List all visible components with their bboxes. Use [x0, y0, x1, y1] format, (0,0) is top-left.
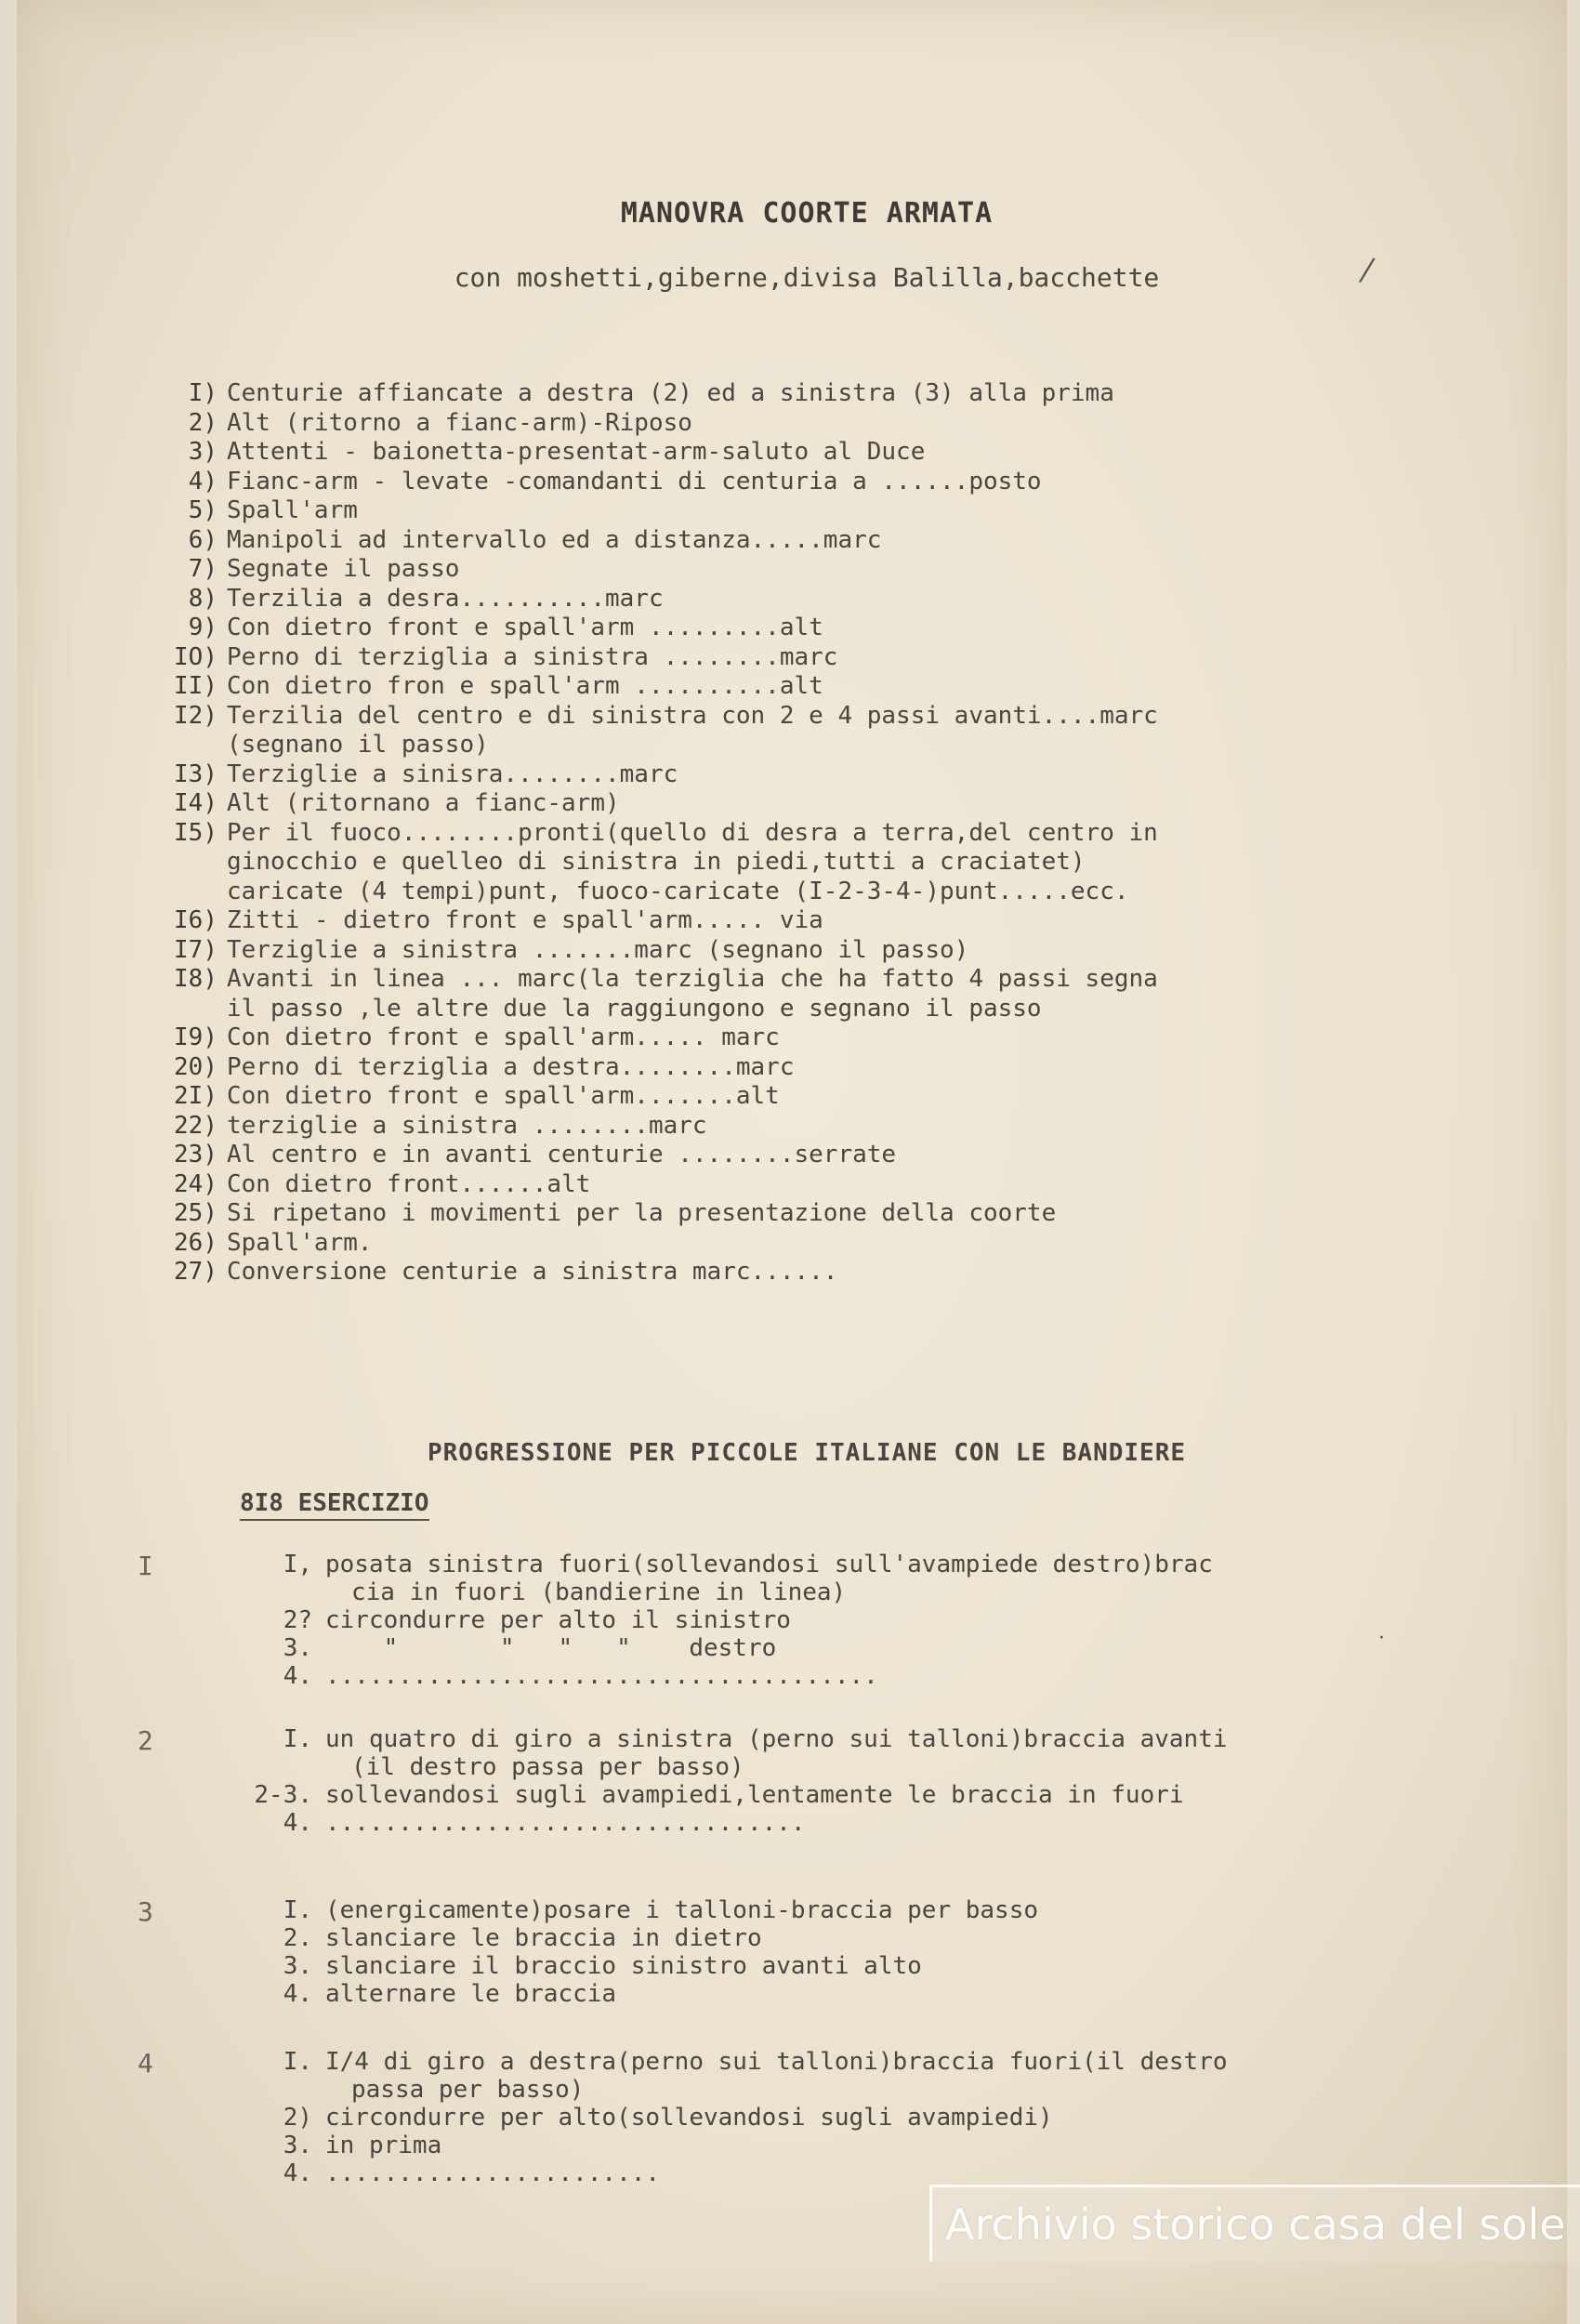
step-text: ...................................... — [325, 1662, 878, 1690]
step-text: sollevandosi sugli avampiedi,lentamente le braccia in fuori — [325, 1781, 1184, 1809]
item-text: Con dietro front e spall'arm .........alt — [227, 614, 823, 641]
step-number: I. — [283, 1725, 312, 1753]
item-number: 22) — [174, 1111, 217, 1140]
step-continuation: passa per basso) — [351, 2076, 585, 2104]
item-text: Con dietro front......alt — [227, 1169, 591, 1198]
step-number: 4. — [283, 1809, 312, 1837]
item-text: Con dietro front e spall'arm..... marc — [227, 1023, 780, 1051]
step-text: posata sinistra fuori(sollevandosi sull'avampiede destro)brac — [325, 1551, 1213, 1578]
step-number: 3. — [283, 1952, 312, 1980]
item-text: Zitti - dietro front e spall'arm..... via — [227, 906, 823, 934]
exercise-step — [249, 1606, 1213, 1634]
step-text: (energicamente)posare i talloni-braccia per basso — [325, 1896, 1039, 1924]
step-text: I/4 di giro a destra(perno sui talloni)braccia fuori(il destro — [325, 2048, 1228, 2076]
archive-watermark: Archivio storico casa del sole — [929, 2185, 1580, 2262]
item-number: 26) — [174, 1228, 217, 1257]
exercise-number: I — [138, 1551, 153, 1581]
list-item — [138, 379, 1550, 409]
list-item — [138, 643, 1550, 673]
item-number: 6) — [188, 525, 217, 554]
step-number: 3. — [283, 1634, 312, 1662]
list-item — [138, 1023, 1550, 1053]
item-number: I4) — [174, 789, 217, 817]
list-item — [138, 1141, 1550, 1170]
step-number: I. — [283, 1896, 312, 1924]
list-item — [138, 496, 1550, 526]
item-text: Perno di terziglia a destra........marc — [227, 1052, 795, 1081]
item-text: Spall'arm — [227, 496, 358, 524]
exercise-number: 4 — [138, 2048, 153, 2079]
list-item — [138, 672, 1550, 702]
section-subtitle: 8I8 ESERCIZIO — [240, 1489, 429, 1521]
exercise-number: 3 — [138, 1896, 153, 1927]
step-continuation: (il destro passa per basso) — [351, 1753, 744, 1781]
item-text: Centurie affiancate a destra (2) ed a sinistra (3) alla prima — [227, 379, 1114, 407]
item-continuation: ginocchio e quelleo di sinistra in piedi,tutti a craciatet) — [227, 848, 1086, 876]
item-number: I2) — [174, 701, 217, 730]
item-number: 27) — [174, 1258, 217, 1286]
item-text: Fianc-arm - levate -comandanti di centuria a ......posto — [227, 467, 1042, 495]
exercise-step — [249, 2132, 1228, 2159]
exercise-step — [249, 1781, 1228, 1809]
item-number: IO) — [174, 642, 217, 671]
exercise-step — [249, 1634, 1213, 1662]
item-text: Spall'arm. — [227, 1228, 373, 1257]
step-text: " " " " destro — [325, 1634, 777, 1662]
item-text: Perno di terziglia a sinistra ........marc — [227, 642, 838, 671]
list-item — [138, 965, 1550, 995]
list-item — [138, 789, 1550, 819]
item-number: 24) — [174, 1169, 217, 1198]
document-page — [17, 0, 1567, 2324]
list-item — [138, 1229, 1550, 1259]
item-text: Terziglie a sinistra .......marc (segnano il passo) — [227, 935, 969, 964]
item-text: Terzilia del centro e di sinistra con 2 e 4 passi avanti....marc — [227, 701, 1158, 730]
maneuver-list — [138, 379, 1550, 1287]
exercise-step — [249, 1952, 1038, 1980]
step-text: slanciare il braccio sinistro avanti alto — [325, 1952, 922, 1980]
item-text: Avanti in linea ... marc(la terziglia che ha fatto 4 passi segna — [227, 965, 1158, 993]
exercise-step — [249, 2104, 1228, 2132]
exercise-step — [249, 2159, 1228, 2187]
item-number: 2I) — [174, 1082, 217, 1110]
list-item — [138, 936, 1550, 966]
item-number: I5) — [174, 818, 217, 847]
item-continuation: il passo ,le altre due la raggiungono e segnano il passo — [227, 994, 1042, 1023]
step-number: I. — [283, 2048, 312, 2076]
list-item — [138, 760, 1550, 790]
list-item — [138, 1170, 1550, 1200]
list-item — [138, 526, 1550, 556]
item-number: I9) — [174, 1023, 217, 1051]
item-text: Segnate il passo — [227, 555, 460, 583]
item-number: I6) — [174, 906, 217, 934]
list-item — [138, 614, 1550, 643]
item-number: 9) — [188, 614, 217, 641]
item-number: I8) — [174, 965, 217, 993]
item-text: Alt (ritornano a fianc-arm) — [227, 789, 620, 817]
item-number: II) — [174, 672, 217, 700]
section-title: PROGRESSIONE PER PICCOLE ITALIANE CON LE BANDIERE — [427, 1439, 1186, 1467]
pen-stroke-mark: ⁄ — [1364, 253, 1370, 290]
item-text: Con dietro front e spall'arm.......alt — [227, 1082, 780, 1110]
item-text: Alt (ritorno a fianc-arm)-Riposo — [227, 408, 692, 437]
step-number: 2) — [283, 2104, 312, 2132]
list-item — [138, 906, 1550, 936]
list-item — [138, 1199, 1550, 1229]
list-item — [138, 1053, 1550, 1083]
list-item — [138, 702, 1550, 732]
step-number: 3. — [283, 2132, 312, 2159]
step-number: 2. — [283, 1924, 312, 1952]
item-number: 5) — [188, 496, 217, 524]
step-text: ....................... — [325, 2159, 661, 2187]
item-text: Terzilia a desra..........marc — [227, 584, 664, 613]
item-text: Terziglie a sinisra........marc — [227, 759, 678, 788]
step-continuation: cia in fuori (bandierine in linea) — [351, 1578, 847, 1606]
step-text: ................................. — [325, 1809, 806, 1837]
item-number: I3) — [174, 759, 217, 788]
list-item — [138, 1082, 1550, 1112]
list-item — [138, 819, 1550, 849]
step-text: circondurre per alto(sollevandosi sugli avampiedi) — [325, 2104, 1053, 2132]
item-text: Attenti - baionetta-presentat-arm-saluto al Duce — [227, 438, 926, 466]
item-number: 8) — [188, 584, 217, 613]
step-text: in prima — [325, 2132, 442, 2159]
item-text: Con dietro fron e spall'arm ..........alt — [227, 672, 823, 700]
exercise-step — [249, 1809, 1228, 1837]
item-continuation: (segnano il passo) — [227, 731, 489, 759]
item-number: 20) — [174, 1052, 217, 1081]
list-item — [138, 409, 1550, 439]
exercise-number: 2 — [138, 1725, 153, 1756]
exercise-step — [249, 1896, 1038, 1924]
step-text: alternare le braccia — [325, 1980, 617, 2008]
item-text: Si ripetano i movimenti per la presentazione della coorte — [227, 1199, 1057, 1227]
exercise-step — [249, 1551, 1213, 1578]
item-text: Conversione centurie a sinistra marc...... — [227, 1258, 838, 1286]
step-number: 2? — [283, 1606, 312, 1634]
exercise-step — [249, 1924, 1038, 1952]
list-item — [138, 438, 1550, 468]
list-item — [138, 1112, 1550, 1142]
step-number: 4. — [283, 2159, 312, 2187]
item-number: 4) — [188, 467, 217, 495]
step-number: 4. — [283, 1662, 312, 1690]
exercise-step — [249, 1980, 1038, 2008]
document-subtitle: con moshetti,giberne,divisa Balilla,bacchette — [454, 262, 1160, 293]
exercise-step — [249, 1725, 1228, 1753]
item-number: 23) — [174, 1141, 217, 1169]
item-number: 3) — [188, 438, 217, 466]
step-text: slanciare le braccia in dietro — [325, 1924, 762, 1952]
item-continuation: caricate (4 tempi)punt, fuoco-caricate (I-2-3-4-)punt.....ecc. — [227, 877, 1129, 905]
item-number: 25) — [174, 1199, 217, 1227]
step-text: un quatro di giro a sinistra (perno sui talloni)braccia avanti — [325, 1725, 1228, 1753]
list-item — [138, 585, 1550, 614]
list-item — [138, 1258, 1550, 1287]
ink-dot-mark: · — [1378, 1627, 1385, 1650]
item-text: terziglie a sinistra ........marc — [227, 1111, 707, 1140]
exercise-step — [249, 1662, 1213, 1690]
exercise-step — [249, 2048, 1228, 2076]
list-item — [138, 555, 1550, 585]
item-number: 2) — [188, 408, 217, 437]
step-number: 2-3. — [254, 1781, 312, 1809]
list-item — [138, 468, 1550, 497]
item-number: I7) — [174, 935, 217, 964]
item-text: Per il fuoco........pronti(quello di desra a terra,del centro in — [227, 818, 1158, 847]
step-number: 4. — [283, 1980, 312, 2008]
step-number: I, — [283, 1551, 312, 1578]
item-number: 7) — [188, 555, 217, 583]
item-text: Manipoli ad intervallo ed a distanza.....marc — [227, 525, 882, 554]
item-text: Al centro e in avanti centurie ........serrate — [227, 1141, 897, 1169]
document-title: MANOVRA COORTE ARMATA — [620, 197, 994, 230]
step-text: circondurre per alto il sinistro — [325, 1606, 791, 1634]
item-number: I) — [188, 379, 217, 407]
